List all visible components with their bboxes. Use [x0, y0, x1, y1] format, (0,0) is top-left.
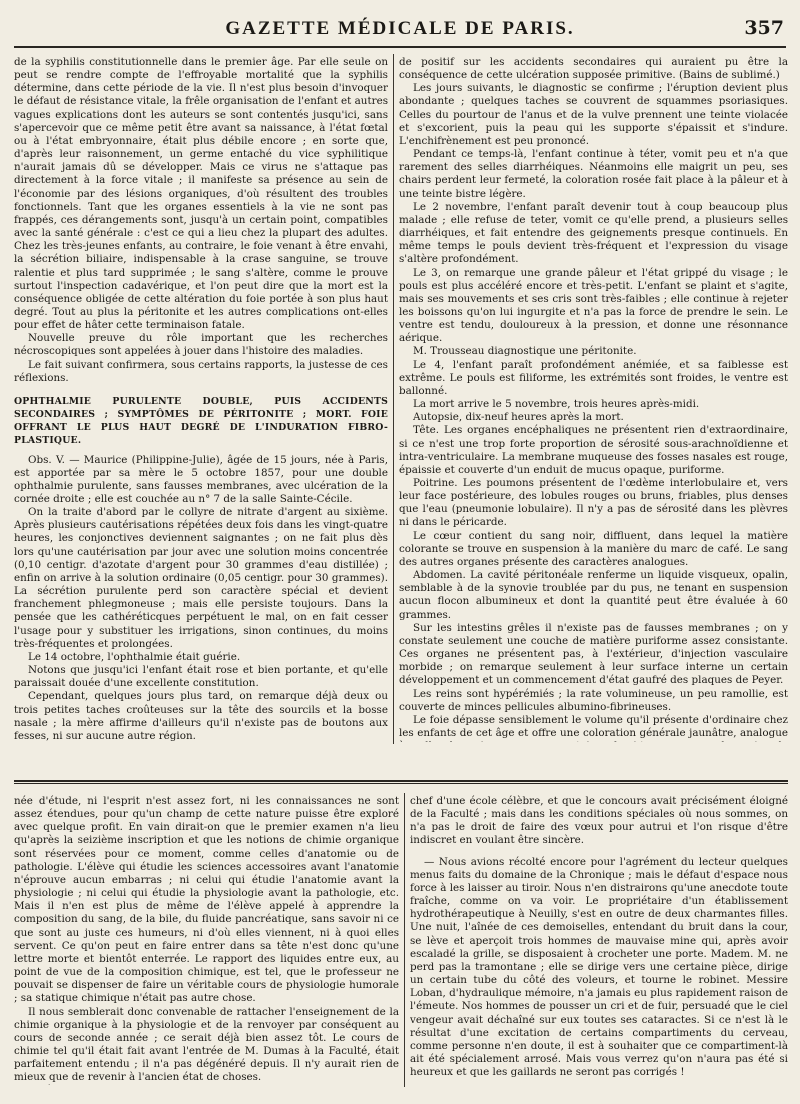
observation-heading: OPHTHALMIE PURULENTE DOUBLE, PUIS ACCIDENTS SECONDAIRES ; SYMPTÔMES DE PÉRITONITE ; MORT. FOIE OFFRANT LE PLUS HAUT DEGRÉ DE L'INDURATION FIBRO-PLASTIQUE. — [14, 395, 388, 447]
paragraph: Poitrine. Les poumons présentent de l'œdème interlobulaire et, vers leur face postérieure, des lobules rouges ou bruns, friables, plus denses que l'eau (pneumonie lobulaire). Il n'y a pas de sérosité dans les plèvres ni dans le péricarde. — [399, 477, 788, 529]
column-divider-bottom — [404, 793, 405, 1087]
paragraph: de la syphilis constitutionnelle dans le premier âge. Par elle seule on peut se rendre compte de l'effroyable mortalité que la syphilis détermine, dans cette période de la vie. Il n'est plus besoin d'invoquer le défaut de résistance vitale, la frêle organisation de l'enfant et autres vagues explications dont les auteurs se sont contentés jusqu'ici, sans s'apercevoir que ce même petit être avant sa naissance, à l'état fœtal ou à l'état embryonnaire, était plus débile encore ; en sorte que, d'après leur raisonnement, un germe entaché du vice syphilitique n'aurait jamais dû se développer. Mais ce virus ne s'attaque pas directement à la force vitale ; il manifeste sa présence au sein de l'économie par des lésions organiques, d'où résultent des troubles fonctionnels. Tant que les organes essentiels à la vie ne sont pas frappés, ces dérangements sont, jusqu'à un certain point, compatibles avec la santé générale : c'est ce qui a lieu chez la plupart des adultes. Chez les très-jeunes enfants, au contraire, le foie venant à être envahi, la sécrétion biliaire, indispensable à la crase sanguine, se trouve ralentie et plus tard supprimée ; le sang s'altère, comme le prouve surtout l'inspection cadavérique, et l'on peut dire que la mort est la conséquence obligée de cette altération du foie portée à son plus haut degré. Tout au plus la péritonite et les autres complications ont-elles pour effet de hâter cette terminaison fatale. — [14, 56, 388, 332]
paragraph: Le foie dépasse sensiblement le volume qu'il présente d'ordinaire chez les enfants de cet âge et offre une coloration générale jaunâtre, analogue — [399, 713, 788, 739]
paragraph: Nouvelle preuve du rôle important que les recherches nécroscopiques sont appelées à jouer dans l'histoire des maladies. — [14, 332, 388, 358]
paragraph: M. Trousseau diagnostique une péritonite. — [413, 345, 637, 358]
paragraph: Il nous semblerait donc convenable de rattacher l'enseignement de la chimie organique à la physiologie et de la renvoyer par conséquent au cours de seconde année ; ce serait déjà bien assez tôt. Le cours de chimie tel qu'il était fait avant l'entrée de M. Dumas à la Faculté, était parfaitement entendu ; il n'a pas dégénéré depuis. Il n'y aurait rien de mieux que de revenir à l'ancien état de choses. — [14, 1005, 399, 1084]
paragraph: Le 4, l'enfant paraît profondément anémiée, et sa faiblesse est extrême. Le pouls est filiforme, les extrémités sont froides, le ventre est ballonné. — [399, 358, 788, 397]
paragraph: Sur les intestins grêles il n'existe pas de fausses membranes ; on y constate seulement une couche de matière puriforme assez consistante. Ces organes ne présentent pas, à l'extérieur, d'injection vasculaire morbide ; on remarque seulement à leur surface interne un certain développement et un commencement d'état gaufré des plaques de Peyer. — [399, 621, 788, 687]
column-divider-top — [393, 54, 394, 744]
paragraph: Abdomen. La cavité péritonéale renferme un liquide visqueux, opalin, semblable à de la synovie troublée par du pus, ne tenant en suspension aucun flocon albumineux et dont la quantité peut être évaluée à 60 grammes. — [399, 569, 788, 621]
column-bottom-left — [14, 795, 399, 1085]
page-number: 357 — [744, 17, 784, 39]
paragraph: Tête. Les organes encéphaliques ne présentent rien d'extraordinaire, si ce n'est une trop forte proportion de sérosité sous-arachnoïdienne et intra-ventriculaire. La membrane muqueuse des fosses nasales est rouge, épaissie et couverte d'un enduit de mucus opaque, puriforme. — [399, 424, 788, 476]
paragraph: Le 14 octobre, l'ophthalmie était guérie. — [28, 650, 241, 663]
paragraph: La mort arrive le 5 novembre, trois heures après-midi. — [413, 398, 700, 411]
section-divider-thin — [14, 783, 788, 784]
paragraph: chef d'une école célèbre, et que le concours avait précisément éloigné de la Faculté ; mais dans les conditions spéciales où nous sommes, on n'a pas le droit de faire des vœux pour autrui et l'on risque d'être indiscret en voulant être sincère. — [410, 795, 788, 847]
paragraph: Les jours suivants, le diagnostic se confirme ; l'éruption devient plus abondante ; quelques taches se couvrent de squammes psoriasiques. Celles du pourtour de l'anus et de la vulve prennent une teinte violacée et s'excorient, puis la peau qui les supporte s'épaissit et s'indure. L'enchifrènement est peu prononcé. — [399, 82, 788, 147]
paragraph: Pendant ce temps-là, l'enfant continue à téter, vomit peu et n'a que rarement des selles diarrhéiques. Néanmoins elle maigrit un peu, ses chairs perdent leur fermeté, la coloration rosée fait place à la pâleur et à une teinte bistre légère. — [399, 148, 788, 200]
section-divider — [14, 780, 788, 782]
page-header — [14, 16, 786, 48]
column-top-right — [399, 56, 788, 742]
paragraph: Le 2 novembre, l'enfant paraît devenir tout à coup beaucoup plus malade ; elle refuse de teter, vomit ce qu'elle prend, a plusieurs selles diarrhéiques, et fait entendre des geignements presque continuels. En même temps le pouls devient très-fréquent et l'expression du visage s'altère profondément. — [399, 200, 788, 266]
paragraph: Notons que jusqu'ici l'enfant était rose et bien portante, et qu'elle paraissait douée d'une excellente constitution. — [14, 664, 388, 690]
paragraph — [14, 1084, 399, 1085]
paragraph: Le 3, on remarque une grande pâleur et l'état grippé du visage ; le pouls est plus accéléré encore et très-petit. L'enfant se plaint et s'agite, mais ses mouvements et ses cris sont très-faibles ; elle continue à rejeter les boissons qu'on lui ingurgite et n'a pas la force de prendre le sein. Le ventre est tendu, douloureux à la pression, et donne une résonnance aérique. — [399, 266, 788, 345]
paragraph: — Nous avions récolté encore pour l'agrément du lecteur quelques menus faits du domaine de la Chronique ; mais le défaut d'espace nous force à les laisser au tiroir. Nous n'en distrairons qu'une anecdote toute fraîche, comme on va voir. Le propriétaire d'un établissement hydrothérapeutique à Neuilly, s'est en outre de deux charmantes filles. Une nuit, l'aînée de ces demoiselles, entendant du bruit dans la cour, se lève et aperçoit trois hommes de mauvaise mine qui, après avoir escaladé la grille, se disposaient à crocheter une porte. Madem. M. ne perd pas la tramontane ; elle se dirige vers une certaine pièce, dirige un certain tube du côté des voleurs, et tourne le robinet. Messire Loban, d'hydraulique mémoire, n'a jamais eu plus rapidement raison de l'émeute. Nos hommes de pousser un cri et de fuir, persuadé que le ciel vengeur avait déchaîné sur eux toutes ses cataractes. Si ce n'est là le résultat d'une excitation de certains compartiments du cerveau, comme personne n'en doute, il est à souhaiter que ce compartiment-là ait été spécialement arrosé. Mais vous verrez qu'on n'aura pas été si heureux et que les gaillards ne seront pas corrigés ! — [410, 855, 788, 1079]
paragraph: Le cœur contient du sang noir, diffluent, dans lequel la matière colorante se trouve en suspension à la manière du marc de café. Le sang des autres organes présente des caractères analogues. — [399, 529, 788, 568]
paragraph: Les reins sont hypérémiés ; la rate volumineuse, un peu ramollie, est couverte de minces pellicules albumino-fibrineuses. — [399, 687, 788, 713]
paragraph: Cependant, quelques jours plus tard, on remarque déjà deux ou trois petites taches croûteuses sur la tête des sourcils et la bosse nasale ; la mère affirme d'ailleurs qu'il n'existe pas de boutons aux fesses, ni sur aucune autre région. — [14, 690, 388, 742]
paragraph: On la traite d'abord par le collyre de nitrate d'argent au sixième. Après plusieurs cautérisations répétées deux fois dans les vingt-quatre heures, les conjonctives deviennent saignantes ; on ne fait plus dès lors qu'une cautérisation par jour avec une solution moins concentrée (0,10 centigr. d'azotate d'argent pour 30 grammes d'eau distillée) ; enfin on arrive à la solution ordinaire (0,05 centigr. pour 30 grammes). La sécrétion purulente perd son caractère spécial et devient franchement phlegmoneuse ; mais elle persiste toujours. Dans la pensée que les cathéréticques perpétuent le mal, on en fait cesser l'usage pour y substituer les irrigations, sinon continues, du moins très-fréquentes et prolongées. — [14, 506, 388, 650]
paragraph: née d'étude, ni l'esprit n'est assez fort, ni les connaissances ne sont assez étendues, pour qu'un champ de cette nature puisse être exploré avec quelque profit. En vain dirait-on que le premier examen n'a lieu qu'après la seizième inscription et que les notions de chimie organique sont réservées pour ce moment, comme celles d'anatomie ou de pathologie. L'élève qui étudie les sciences accessoires avant l'anatomie n'éprouve aucun embarras ; ni celui qui étudie l'anatomie avant la physiologie ; ni celui qui étudie la physiologie avant la pathologie, etc. Mais il n'en est plus de même de l'élève appelé à apprendre la composition du sang, de la bile, du fluide pancréatique, sans savoir ni ce que sont au juste ces humeurs, ni d'où elles viennent, ni à quoi elles servent. Ce qu'on peut en faire entrer dans sa tête n'est donc qu'une lettre morte et bientôt enterrée. Le rapport des liquides entre eux, au point de vue de la composition chimique, est tel, que le professeur ne pouvait se dispenser de faire un véritable cours de physiologie humorale ; sa statique chimique n'était pas autre chose. — [14, 795, 399, 1005]
paragraph: Le fait suivant confirmera, sous certains rapports, la justesse de ces réflexions. — [14, 358, 388, 384]
paragraph: Autopsie, dix-neuf heures après la mort. — [413, 411, 624, 424]
paragraph: Obs. V. — Maurice (Philippine-Julie), âgée de 15 jours, née à Paris, est apportée par sa mère le 5 octobre 1857, pour une double ophthalmie purulente, sans fausses membranes, avec ulcération de la cornée droite ; elle est couchée au n° 7 de la salle Sainte-Cécile. — [14, 453, 388, 505]
paragraph: de positif sur les accidents secondaires qui auraient pu être la conséquence de cette ulcération supposée primitive. (Bains de sublimé.) — [399, 56, 788, 82]
column-top-left — [14, 56, 388, 742]
column-bottom-right — [410, 795, 788, 1085]
journal-title: GAZETTE MÉDICALE DE PARIS. — [225, 18, 575, 39]
